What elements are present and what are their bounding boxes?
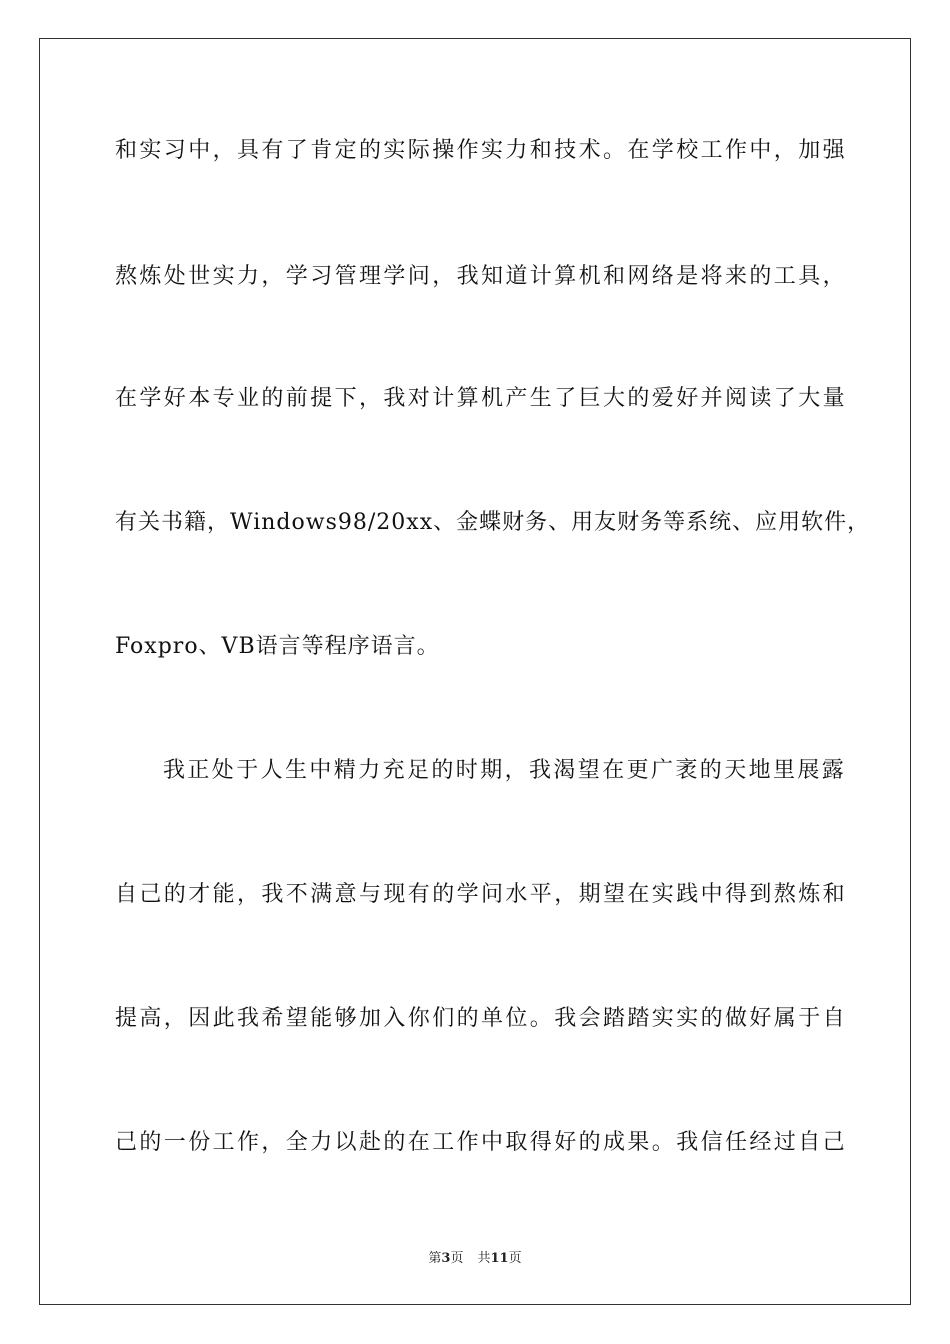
text-line-5: Foxpro、VB语言等程序语言。 xyxy=(115,634,440,659)
page-number-suffix: 页 xyxy=(450,1251,464,1266)
text-line-6: 我正处于人生中精力充足的时期，我渴望在更广袤的天地里展露 xyxy=(163,758,847,783)
page-number-current: 3 xyxy=(441,1251,451,1266)
page-border xyxy=(39,38,911,1305)
text-line-4: 有关书籍，Windows98/20xx、金蝶财务、用友财务等系统、应用软件， xyxy=(115,510,871,535)
page-footer xyxy=(0,1247,950,1266)
page-total-prefix: 共 xyxy=(477,1251,491,1266)
text-line-2: 熬炼处世实力，学习管理学问，我知道计算机和网络是将来的工具， xyxy=(115,264,848,289)
page-total: 11 xyxy=(490,1251,509,1266)
page-total-suffix: 页 xyxy=(508,1251,522,1266)
text-line-7: 自己的才能，我不满意与现有的学问水平，期望在实践中得到熬炼和 xyxy=(115,882,848,907)
text-line-1: 和实习中，具有了肯定的实际操作实力和技术。在学校工作中，加强 xyxy=(115,138,848,163)
page-number-prefix: 第 xyxy=(428,1251,442,1266)
text-line-8: 提高，因此我希望能够加入你们的单位。我会踏踏实实的做好属于自 xyxy=(115,1006,848,1031)
text-line-3: 在学好本专业的前提下，我对计算机产生了巨大的爱好并阅读了大量 xyxy=(115,386,848,411)
text-line-9: 己的一份工作，全力以赴的在工作中取得好的成果。我信任经过自己 xyxy=(115,1130,848,1155)
